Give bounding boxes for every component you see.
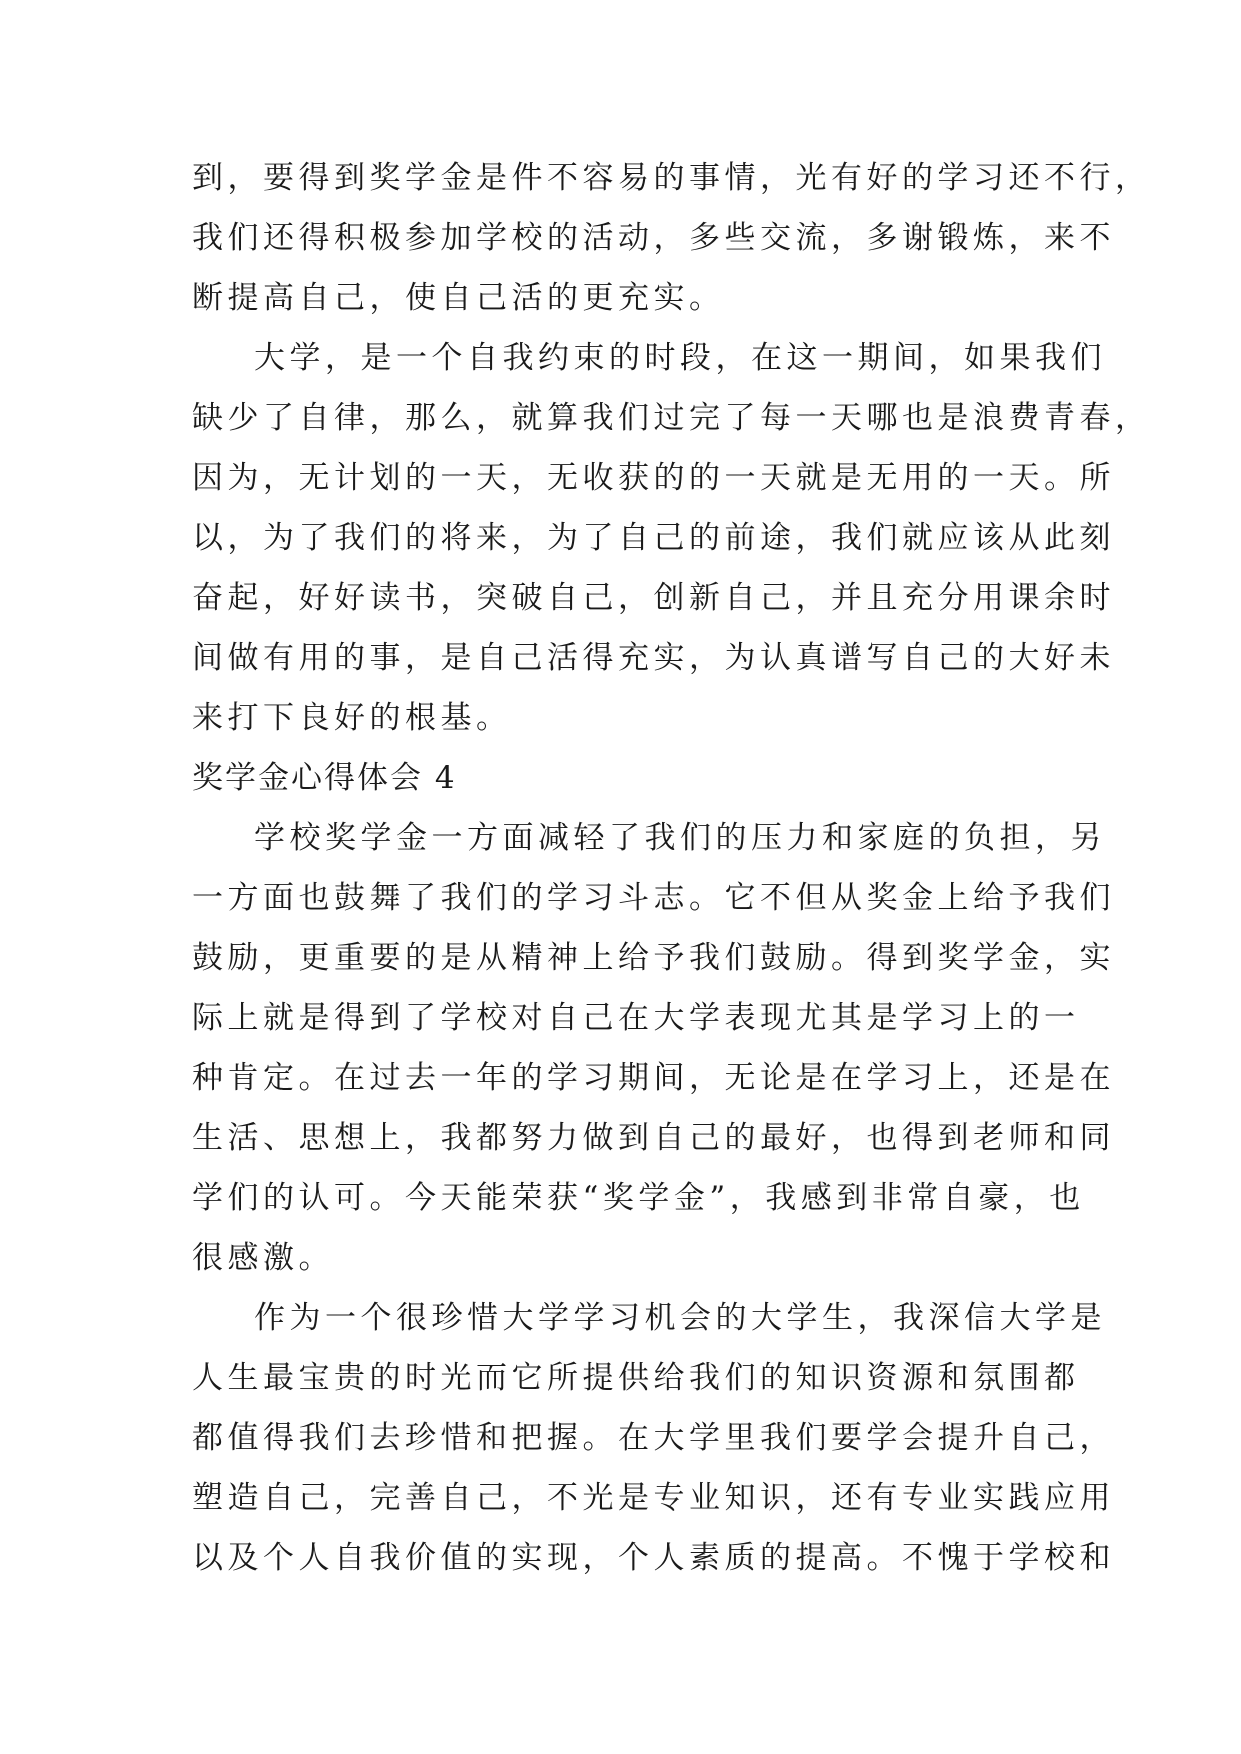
- paragraph-line: 很感激。: [192, 1240, 334, 1276]
- paragraph-line: 一方面也鼓舞了我们的学习斗志。它不但从奖金上给予我们: [192, 880, 1115, 916]
- paragraph-line: 断提高自己，使自己活的更充实。: [192, 280, 725, 316]
- paragraph-line: 间做有用的事，是自己活得充实，为认真谱写自己的大好未: [192, 640, 1115, 676]
- paragraph-line: 都值得我们去珍惜和把握。在大学里我们要学会提升自己，: [192, 1420, 1115, 1456]
- paragraph-line: 生活、思想上，我都努力做到自己的最好，也得到老师和同: [192, 1120, 1115, 1156]
- paragraph-1: [192, 148, 1151, 328]
- paragraph-line: 以及个人自我价值的实现，个人素质的提高。不愧于学校和: [192, 1540, 1115, 1576]
- document-body: [192, 148, 1151, 1588]
- section-heading: 奖学金心得体会 4: [192, 760, 457, 796]
- paragraph-line: 学校奖学金一方面减轻了我们的压力和家庭的负担，另: [254, 820, 1106, 856]
- paragraph-line: 作为一个很珍惜大学学习机会的大学生，我深信大学是: [254, 1300, 1106, 1336]
- paragraph-line: 鼓励，更重要的是从精神上给予我们鼓励。得到奖学金，实: [192, 940, 1115, 976]
- paragraph-line: 塑造自己，完善自己，不光是专业知识，还有专业实践应用: [192, 1480, 1115, 1516]
- paragraph-line: 际上就是得到了学校对自己在大学表现尤其是学习上的一: [192, 1000, 1080, 1036]
- paragraph-line: 大学，是一个自我约束的时段，在这一期间，如果我们: [254, 340, 1106, 376]
- paragraph-line: 到，要得到奖学金是件不容易的事情，光有好的学习还不行，: [192, 160, 1151, 196]
- paragraph-line: 种肯定。在过去一年的学习期间，无论是在学习上，还是在: [192, 1060, 1115, 1096]
- paragraph-2: [192, 328, 1151, 748]
- paragraph-line: 缺少了自律，那么，就算我们过完了每一天哪也是浪费青春，: [192, 400, 1151, 436]
- paragraph-line: 因为，无计划的一天，无收获的的一天就是无用的一天。所: [192, 460, 1115, 496]
- paragraph-line: 我们还得积极参加学校的活动，多些交流，多谢锻炼，来不: [192, 220, 1115, 256]
- paragraph-line: 奋起，好好读书，突破自己，创新自己，并且充分用课余时: [192, 580, 1115, 616]
- paragraph-4: [192, 1288, 1115, 1588]
- paragraph-line: 以，为了我们的将来，为了自己的前途，我们就应该从此刻: [192, 520, 1115, 556]
- paragraph-3: [192, 808, 1115, 1288]
- paragraph-line: 学们的认可。今天能荣获“奖学金”，我感到非常自豪，也: [192, 1180, 1085, 1216]
- paragraph-line: 人生最宝贵的时光而它所提供给我们的知识资源和氛围都: [192, 1360, 1080, 1396]
- paragraph-line: 来打下良好的根基。: [192, 700, 512, 736]
